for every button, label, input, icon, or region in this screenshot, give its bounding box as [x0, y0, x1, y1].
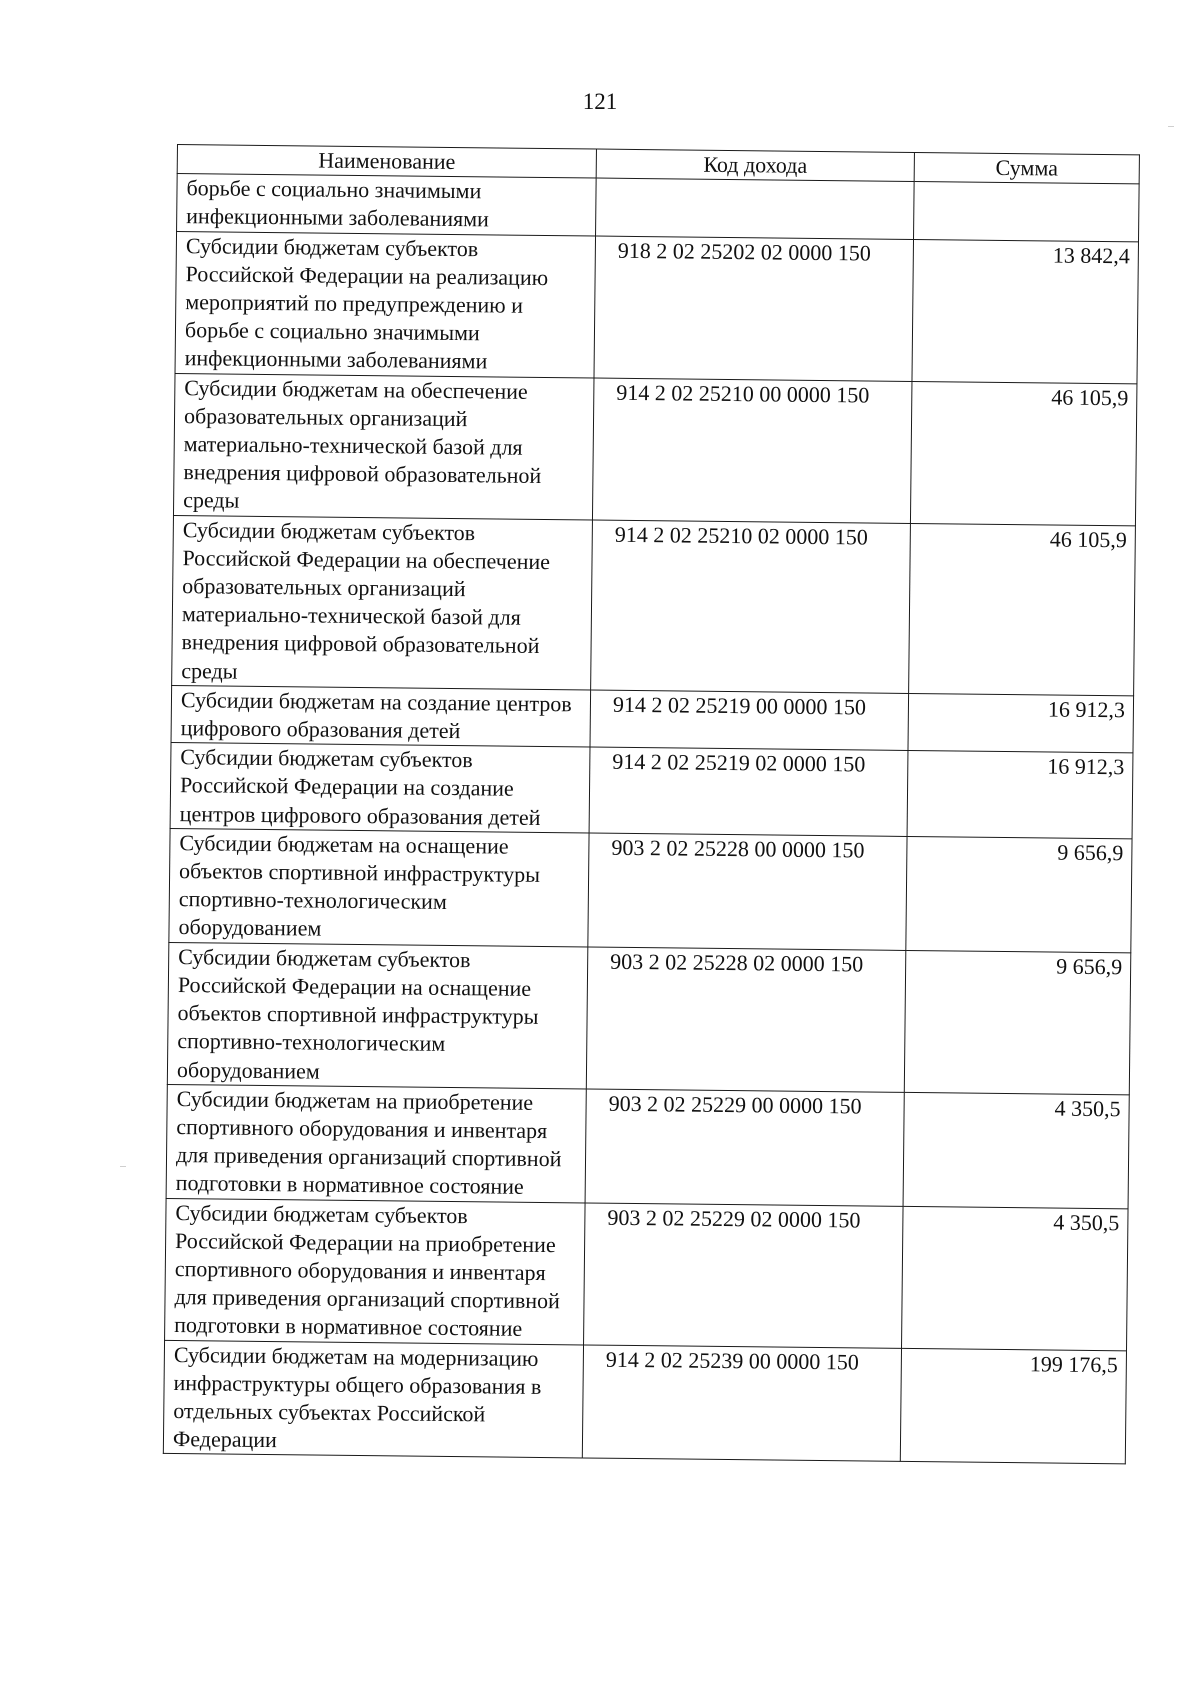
row-sum: 199 176,5 [900, 1348, 1126, 1464]
row-name: Субсидии бюджетам на обеспечение образовательных организаций материально-технической базой для внедрения цифровой образовательной среды [173, 373, 594, 520]
table-row [171, 685, 1134, 753]
row-code: 914 2 02 25210 00 0000 150 [592, 378, 912, 523]
row-sum: 9 656,9 [906, 836, 1132, 952]
row-name: Субсидии бюджетам на модернизацию инфраструктуры общего образования в отдельных субъектах Российской Федерации [163, 1340, 583, 1458]
row-name: Субсидии бюджетам субъектов Российской Федерации на реализацию мероприятий по предупреждению и борьбе с социально значимыми инфекционными заболеваниями [175, 231, 596, 378]
row-sum: 9 656,9 [904, 950, 1131, 1094]
row-code: 914 2 02 25219 02 0000 150 [589, 747, 908, 836]
row-code: 914 2 02 25219 00 0000 150 [590, 690, 909, 751]
revenue-table [163, 144, 1140, 1465]
row-code: 914 2 02 25210 02 0000 150 [591, 520, 911, 694]
row-name: Субсидии бюджетам субъектов Российской Федерации на обеспечение образовательных организаций материально-технической базой для внедрения цифровой образовательной среды [172, 515, 593, 690]
table-row [165, 1198, 1128, 1350]
row-sum: 4 350,5 [903, 1092, 1129, 1208]
row-sum: 46 105,9 [910, 381, 1137, 525]
row-code: 903 2 02 25228 02 0000 150 [586, 947, 906, 1092]
scan-mark [1168, 126, 1174, 127]
table-row [167, 942, 1130, 1094]
header-name: Наименование [177, 145, 596, 179]
row-code [596, 178, 915, 239]
table-row [169, 828, 1132, 952]
table-row [173, 373, 1136, 525]
row-sum [914, 182, 1140, 242]
table-row [172, 515, 1136, 696]
row-code: 903 2 02 25229 02 0000 150 [584, 1202, 904, 1347]
row-name: Субсидии бюджетам субъектов Российской Федерации на приобретение спортивного оборудования и инвентаря для приведения организаций спортивной подготовки в нормативное состояние [165, 1198, 586, 1345]
row-code: 914 2 02 25239 00 0000 150 [582, 1345, 901, 1462]
scan-mark [120, 1166, 126, 1167]
row-sum: 46 105,9 [909, 523, 1136, 696]
row-name: борьбе с социально значимыми инфекционными заболеваниями [177, 174, 597, 236]
row-code: 918 2 02 25202 02 0000 150 [594, 236, 914, 381]
table-row [166, 1084, 1129, 1208]
row-name: Субсидии бюджетам субъектов Российской Федерации на создание центров цифрового образования детей [170, 743, 590, 833]
row-code: 903 2 02 25229 00 0000 150 [585, 1089, 904, 1206]
row-name: Субсидии бюджетам на приобретение спортивного оборудования и инвентаря для приведения организаций спортивной подготовки в нормативное состояние [166, 1084, 586, 1202]
header-code: Код дохода [596, 149, 914, 182]
table-row [175, 231, 1138, 383]
table-row [170, 743, 1133, 839]
row-sum: 4 350,5 [902, 1206, 1129, 1350]
page-number: 121 [582, 89, 618, 114]
row-sum: 16 912,3 [907, 751, 1133, 839]
table-row [177, 174, 1140, 242]
row-name: Субсидии бюджетам субъектов Российской Федерации на оснащение объектов спортивной инфраструктуры спортивно-технологическим оборудованием [167, 942, 588, 1089]
row-sum: 13 842,4 [912, 239, 1139, 383]
row-name: Субсидии бюджетам на оснащение объектов спортивной инфраструктуры спортивно-технологическим оборудованием [169, 828, 589, 946]
row-code: 903 2 02 25228 00 0000 150 [588, 833, 907, 950]
revenue-table-container [163, 144, 1139, 1465]
row-name: Субсидии бюджетам на создание центров цифрового образования детей [171, 685, 591, 747]
header-sum: Сумма [914, 152, 1139, 184]
row-sum: 16 912,3 [908, 693, 1134, 753]
table-row [163, 1340, 1126, 1464]
